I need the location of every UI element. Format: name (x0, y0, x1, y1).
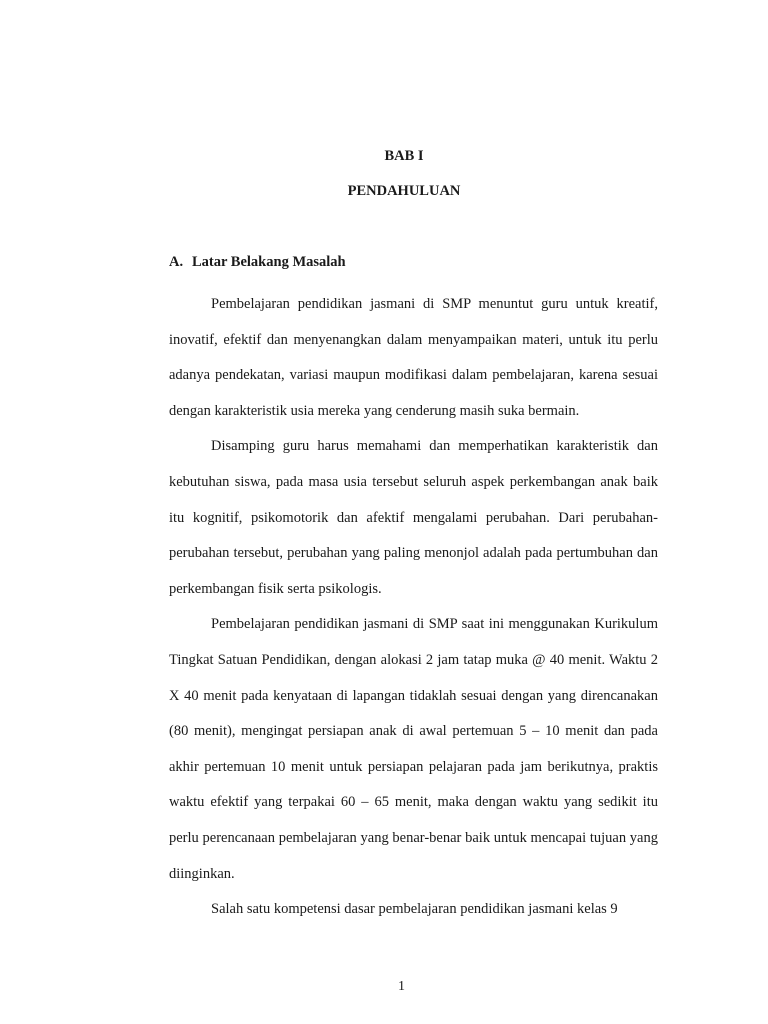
paragraph-2: Disamping guru harus memahami dan memperhatikan karakteristik dan kebutuhan siswa, pada masa usia tersebut seluruh aspek perkembangan anak baik itu kognitif, psikomotorik dan afektif mengalami perubahan. Dari perubahan-perubahan tersebut, perubahan yang paling menonjol adalah pada pertumbuhan dan perkembangan fisik serta psikologis. (169, 438, 658, 597)
chapter-number: BAB I (384, 148, 424, 164)
chapter-title: PENDAHULUAN (347, 183, 461, 199)
paragraph-4: Salah satu kompetensi dasar pembelajaran pendidikan jasmani kelas 9 (211, 901, 618, 918)
paragraph-3: Pembelajaran pendidikan jasmani di SMP saat ini menggunakan Kurikulum Tingkat Satuan Pendidikan, dengan alokasi 2 jam tatap muka @ 40 menit. Waktu 2 X 40 menit pada kenyataan di lapangan tidaklah sesuai dengan yang direncanakan (80 menit), mengingat persiapan anak di awal pertemuan 5 – 10 menit dan pada akhir pertemuan 10 menit untuk persiapan pelajaran pada jam berikutnya, praktis waktu efektif yang terpakai 60 – 65 menit, maka dengan waktu yang sedikit itu perlu perencanaan pembelajaran yang benar-benar baik untuk mencapai tujuan yang diinginkan. (169, 616, 658, 882)
section-heading (169, 254, 346, 271)
section-letter: A. (169, 254, 184, 270)
paragraph-1: Pembelajaran pendidikan jasmani di SMP menuntut guru untuk kreatif, inovatif, efektif dan menyenangkan dalam menyampaikan materi, untuk itu perlu adanya pendekatan, variasi maupun modifikasi dalam pembelajaran, karena sesuai dengan karakteristik usia mereka yang cenderung masih suka bermain. (169, 296, 658, 419)
body-text (169, 287, 658, 928)
section-title: Latar Belakang Masalah (192, 254, 346, 270)
page-number: 1 (398, 979, 405, 994)
